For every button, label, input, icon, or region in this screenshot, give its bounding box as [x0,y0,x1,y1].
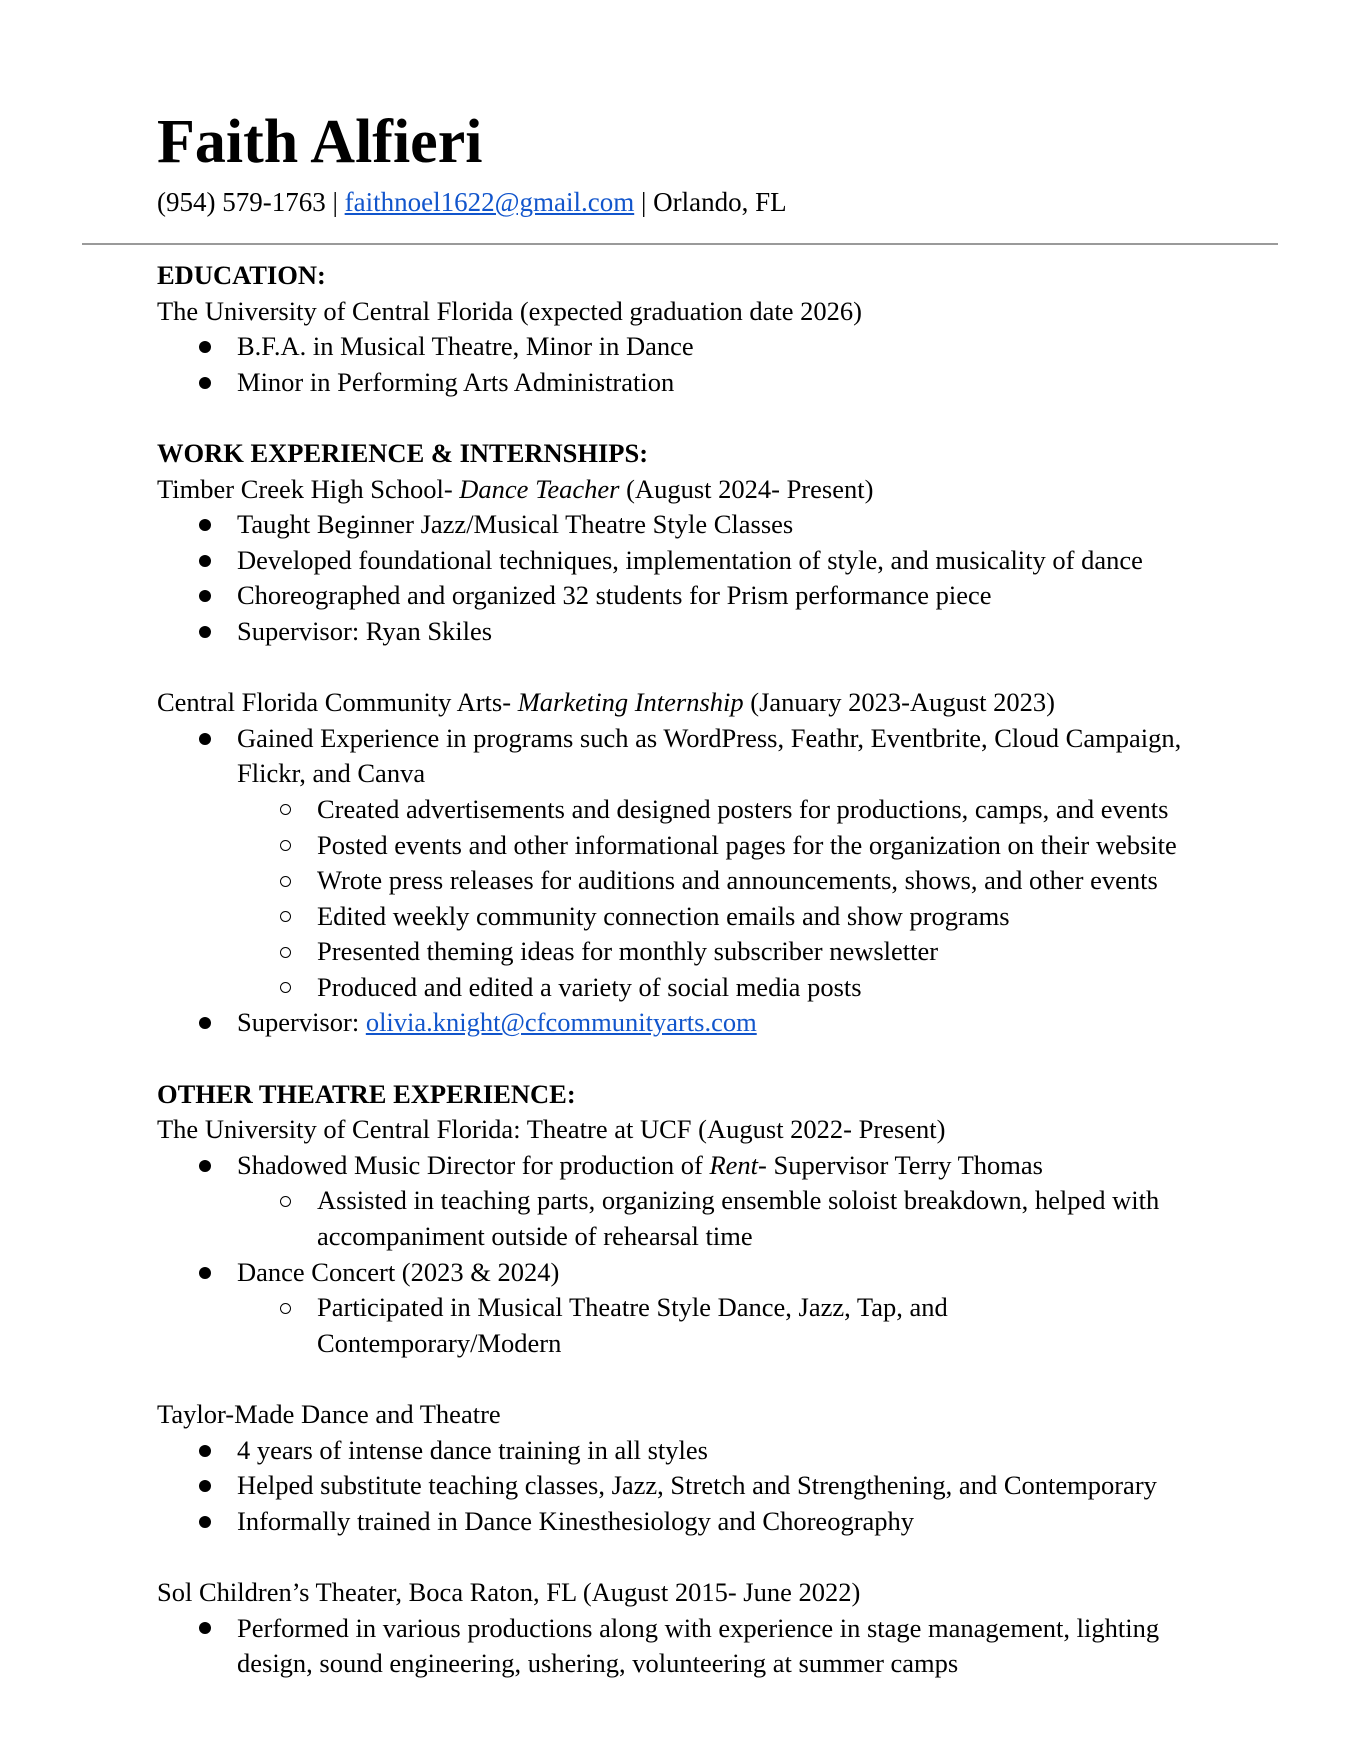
list-item: Developed foundational techniques, implementation of style, and musicality of dance [237,543,1217,579]
bullet-icon [197,1433,213,1469]
sub-list-item: Posted events and other informational pages for the organization on their website [317,828,1217,864]
hollow-bullet-icon [277,792,293,828]
supervisor-email-link[interactable]: olivia.knight@cfcommunityarts.com [365,1007,757,1038]
education-school: The University of Central Florida (expected graduation date 2026) [157,295,862,326]
taylor-made-line: Taylor-Made Dance and Theatre [157,1399,501,1429]
bullet-icon [197,614,213,650]
applicant-name: Faith Alfieri [157,108,483,176]
sub-list-item: Created advertisements and designed posters for productions, camps, and events [317,792,1217,828]
bullet-icon [197,1255,213,1291]
separator: | [325,187,345,217]
list-item: 4 years of intense dance training in all styles [237,1433,1217,1469]
bullet-icon [197,1148,213,1184]
list-item: Performed in various productions along with experience in stage management, lighting design, sound engineering, ushering, volunteering at summer camps [237,1611,1217,1682]
sub-list-item: Assisted in teaching parts, organizing ensemble soloist breakdown, helped with accompaniment outside of rehearsal time [317,1183,1217,1254]
list-item: Dance Concert (2023 & 2024) Participated in Musical Theatre Style Dance, Jazz, Tap, and Contemporary/Modern [237,1255,1217,1362]
header-divider [82,243,1278,245]
resume-body [157,258,1217,1682]
list-item: Taught Beginner Jazz/Musical Theatre Style Classes [237,507,1217,543]
hollow-bullet-icon [277,970,293,1006]
list-item: Choreographed and organized 32 students for Prism performance piece [237,578,1217,614]
job-title-line: Timber Creek High School- Dance Teacher (August 2024- Present) [157,473,874,504]
bullet-icon [197,543,213,579]
hollow-bullet-icon [277,934,293,970]
phone-number: (954) 579-1763 [157,187,326,217]
job-title-line: Central Florida Community Arts- Marketing Internship (January 2023-August 2023) [157,687,1055,718]
contact-line [157,184,787,220]
hollow-bullet-icon [277,899,293,935]
list-item: Supervisor: olivia.knight@cfcommunityarts.com [237,1005,1217,1041]
work-heading: WORK EXPERIENCE & INTERNSHIPS: [157,437,649,468]
sub-list-item: Produced and edited a variety of social media posts [317,970,1217,1006]
list-item: Shadowed Music Director for production of Rent- Supervisor Terry Thomas Assisted in teaching parts, organizing ensemble soloist breakdown, helped with accompaniment outside of rehearsal time [237,1148,1217,1255]
list-item: B.F.A. in Musical Theatre, Minor in Dance [237,329,1217,365]
sub-list-item: Wrote press releases for auditions and announcements, shows, and other events [317,863,1217,899]
location: Orlando, FL [653,187,787,217]
list-item: Helped substitute teaching classes, Jazz, Stretch and Strengthening, and Contemporary [237,1468,1217,1504]
sub-duties-list [237,792,1217,1006]
list-item: Supervisor: Ryan Skiles [237,614,1217,650]
email-link[interactable]: faithnoel1622@gmail.com [344,187,635,217]
ucf-list [157,1148,1217,1362]
education-heading: EDUCATION: [157,260,326,290]
bullet-icon [197,578,213,614]
education-list [157,329,1217,400]
list-item: Informally trained in Dance Kinesthesiology and Choreography [237,1504,1217,1540]
bullet-icon [197,365,213,401]
list-item: Minor in Performing Arts Administration [237,365,1217,401]
sub-list [237,1183,1217,1254]
sub-list-item: Edited weekly community connection emails and show programs [317,899,1217,935]
sol-theater-line: Sol Children’s Theater, Boca Raton, FL (August 2015- June 2022) [157,1576,861,1607]
bullet-icon [197,1468,213,1504]
sub-list [237,1290,1217,1361]
sub-list-item: Presented theming ideas for monthly subscriber newsletter [317,934,1217,970]
hollow-bullet-icon [277,863,293,899]
hollow-bullet-icon [277,1290,293,1326]
bullet-icon [197,329,213,365]
bullet-icon [197,507,213,543]
bullet-icon [197,1005,213,1041]
bullet-icon [197,1611,213,1647]
separator: | [634,187,654,217]
sub-list-item: Participated in Musical Theatre Style Dance, Jazz, Tap, and Contemporary/Modern [317,1290,1217,1361]
ucf-theatre-line: The University of Central Florida: Theatre at UCF (August 2022- Present) [157,1114,946,1145]
list-item: Gained Experience in programs such as WordPress, Feathr, Eventbrite, Cloud Campaign, Flickr, and Canva Created advertisements and designed posters for productions, camps, and events Posted events and other informational pages for the organization on their website Wrote press releases for auditions and announcements, shows, and other events Edited weekly community connection emails and show programs Presented theming ideas for monthly subscriber newsletter Produced and edited a variety of social media posts [237,721,1217,1006]
job-duties-list [157,721,1217,1041]
theatre-heading: OTHER THEATRE EXPERIENCE: [157,1078,576,1109]
sol-theater-list [157,1611,1217,1682]
taylor-made-list [157,1433,1217,1540]
job-duties-list [157,507,1217,649]
hollow-bullet-icon [277,1183,293,1219]
hollow-bullet-icon [277,828,293,864]
bullet-icon [197,1504,213,1540]
bullet-icon [197,721,213,757]
